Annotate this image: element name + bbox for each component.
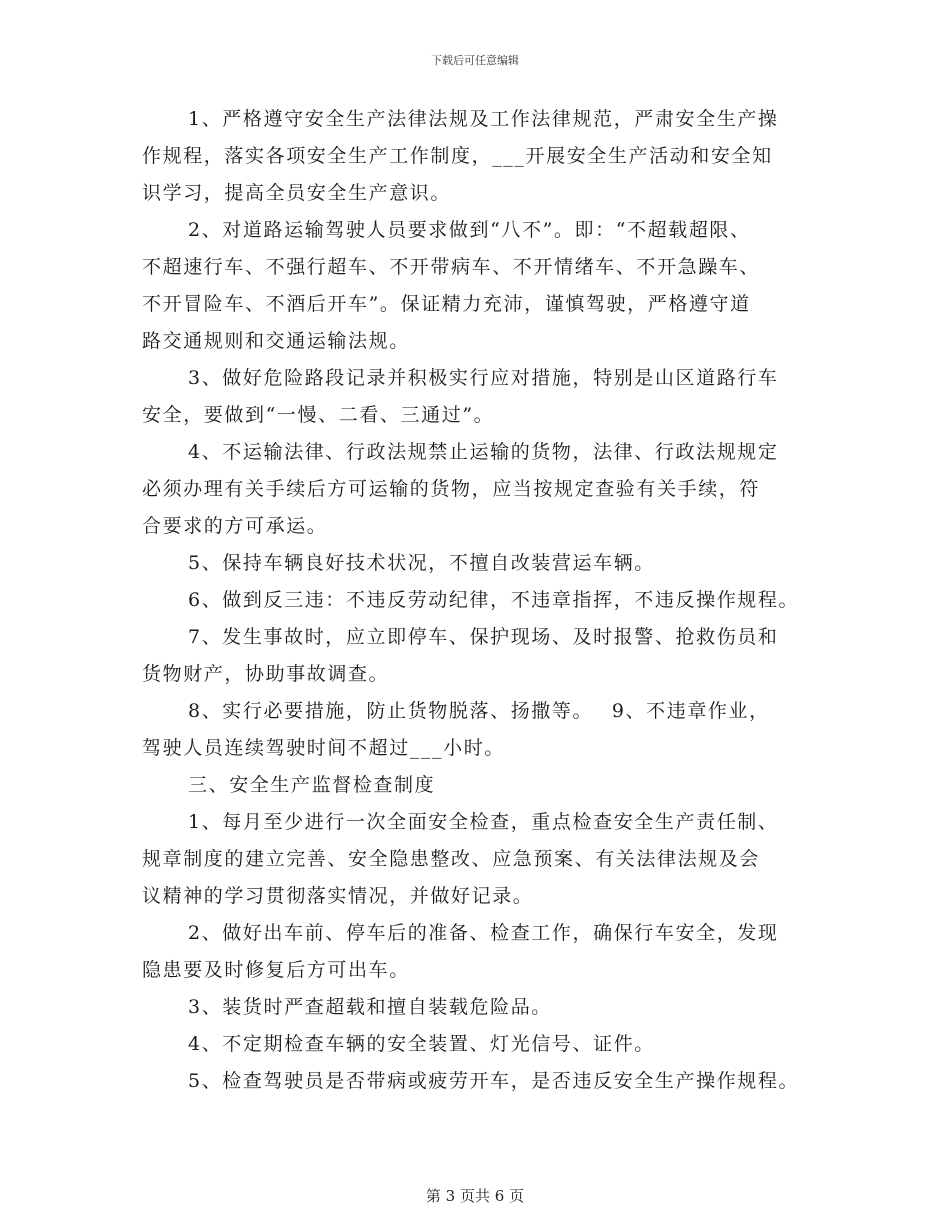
text-line: 合要求的方可承运。 xyxy=(142,515,328,537)
page-number: 第 3 页共 6 页 xyxy=(425,1187,525,1205)
text-line: 识学习，提高全员安全生产意识。 xyxy=(142,182,452,204)
text-line: 3、装货时严查超载和擅自装载危险品。 xyxy=(188,996,552,1018)
text-line: 2、做好出车前、停车后的准备、检查工作，确保行车安全，发现 xyxy=(188,922,779,944)
text-line: 6、做到反三违：不违反劳动纪律，不违章指挥，不违反操作规程。 xyxy=(188,589,800,611)
text-line: 8、实行必要措施，防止货物脱落、扬撒等。 9、不违章作业， xyxy=(188,700,770,722)
text-line: 5、检查驾驶员是否带病或疲劳开车，是否违反安全生产操作规程。 xyxy=(188,1070,800,1092)
text-line: 不开冒险车、不酒后开车”。保证精力充沛，谨慎驾驶，严格遵守道 xyxy=(142,293,751,315)
text-line: 4、不定期检查车辆的安全装置、灯光信号、证件。 xyxy=(188,1033,655,1055)
text-line: 3、做好危险路段记录并积极实行应对措施，特别是山区道路行车 xyxy=(188,367,779,389)
text-line: 规章制度的建立完善、安全隐患整改、应急预案、有关法律法规及会 xyxy=(142,848,761,870)
text-line: 2、对道路运输驾驶人员要求做到“八不”。即：“不超载超限、 xyxy=(188,219,751,241)
text-line: 安全，要做到“一慢、二看、三通过”。 xyxy=(142,404,495,426)
text-line: 4、不运输法律、行政法规禁止运输的货物，法律、行政法规规定 xyxy=(188,441,779,463)
text-line: 三、安全生产监督检查制度 xyxy=(188,774,436,796)
text-line: 驾驶人员连续驾驶时间不超过___小时。 xyxy=(142,737,505,759)
text-line: 隐患要及时修复后方可出车。 xyxy=(142,959,410,981)
text-line: 7、发生事故时，应立即停车、保护现场、及时报警、抢救伤员和 xyxy=(188,626,779,648)
text-line: 1、严格遵守安全生产法律法规及工作法律规范，严肃安全生产操 xyxy=(188,108,779,130)
text-line: 不超速行车、不强行超车、不开带病车、不开情绪车、不开急躁车、 xyxy=(142,256,761,278)
page-header: 下载后可任意编辑 xyxy=(431,54,519,67)
text-line: 5、保持车辆良好技术状况，不擅自改装营运车辆。 xyxy=(188,552,655,574)
text-line: 必须办理有关手续后方可运输的货物，应当按规定查验有关手续，符 xyxy=(142,478,761,500)
text-line: 作规程，落实各项安全生产工作制度，___开展安全生产活动和安全知 xyxy=(142,145,773,167)
document-body xyxy=(142,108,832,1107)
text-line: 路交通规则和交通运输法规。 xyxy=(142,330,410,352)
text-line: 货物财产，协助事故调查。 xyxy=(142,663,390,685)
text-line: 1、每月至少进行一次全面安全检查，重点检查安全生产责任制、 xyxy=(188,811,779,833)
text-line: 议精神的学习贯彻落实情况，并做好记录。 xyxy=(142,885,534,907)
